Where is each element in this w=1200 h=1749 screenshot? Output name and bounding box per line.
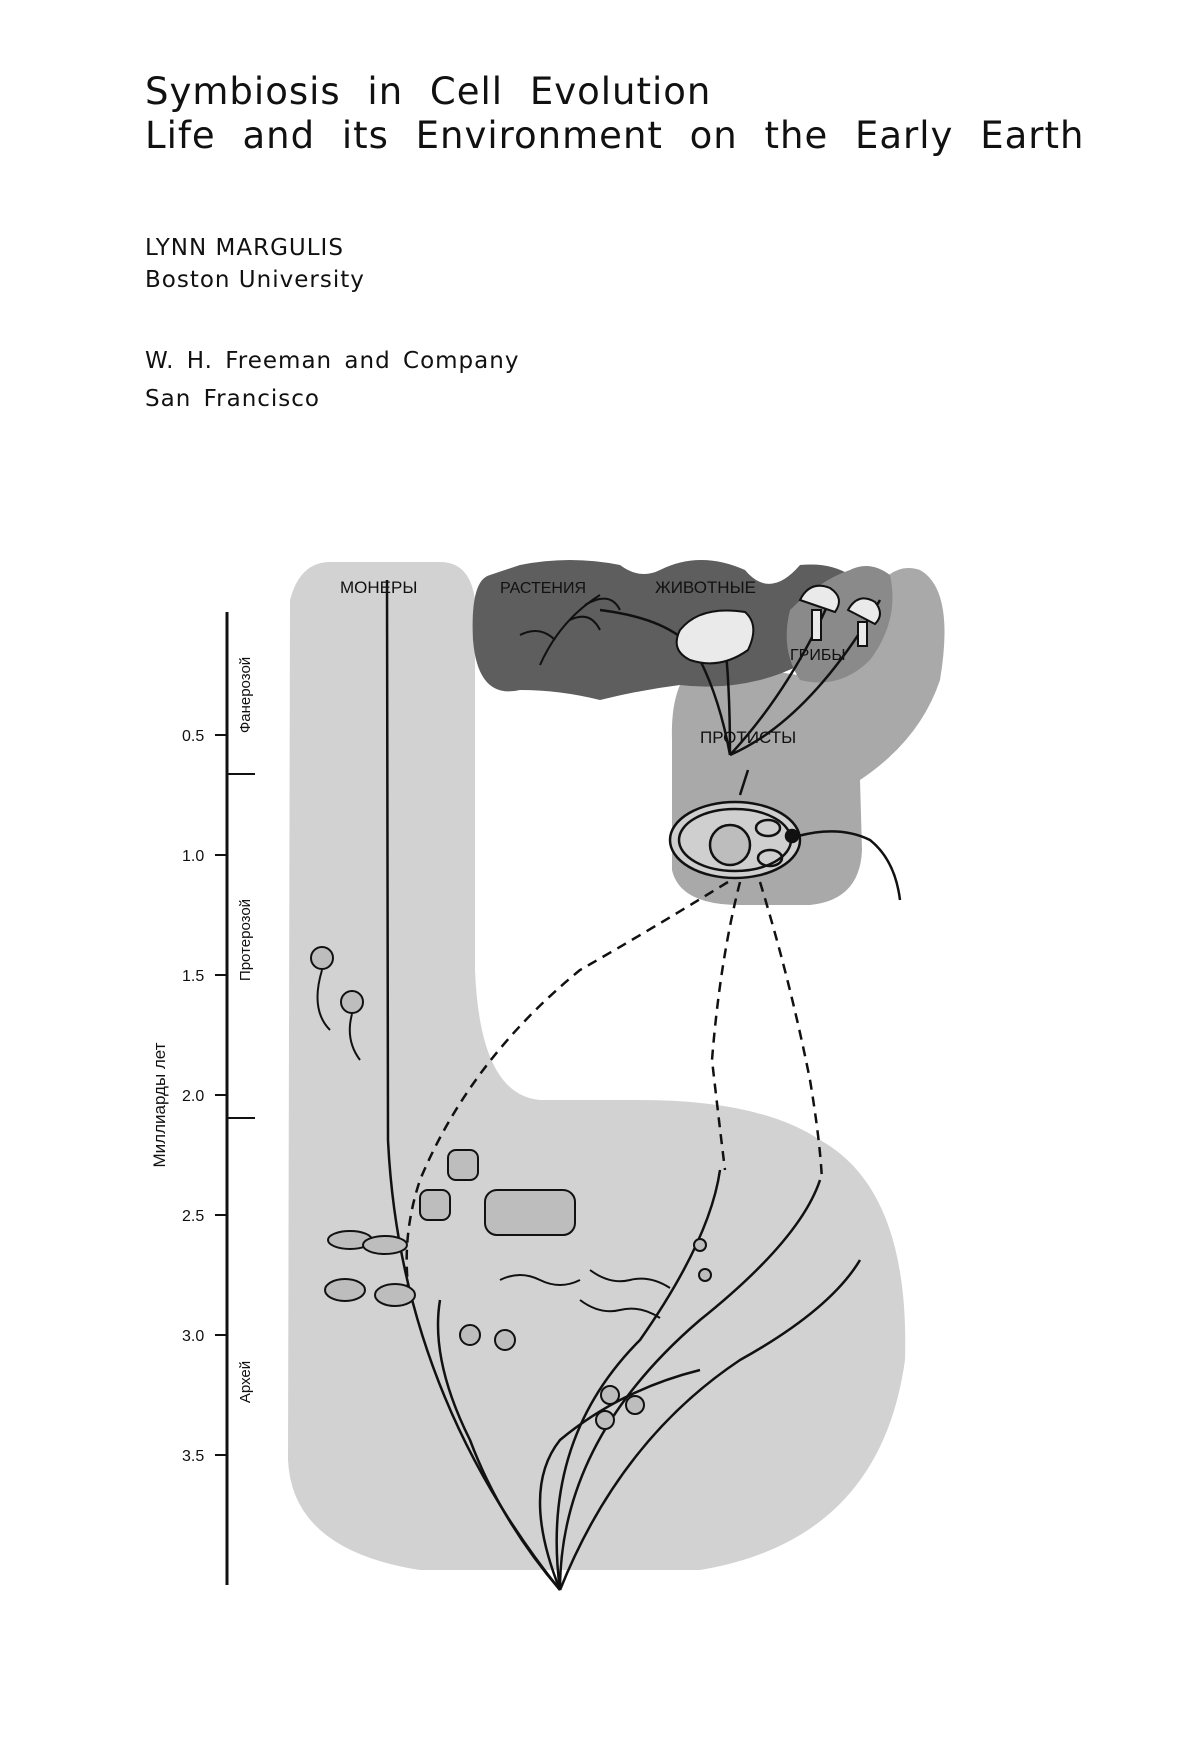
author-affiliation: Boston University	[145, 267, 365, 293]
tick-label: 2.0	[182, 1088, 205, 1105]
tick-label: 3.0	[182, 1328, 205, 1345]
author-block	[145, 232, 365, 296]
book-subtitle: Life and its Environment on the Early Earth	[145, 114, 1085, 157]
title-block	[145, 70, 1084, 158]
label-plants: РАСТЕНИЯ	[500, 580, 586, 597]
author-name: LYNN MARGULIS	[145, 235, 344, 261]
label-animals: ЖИВОТНЫЕ	[655, 578, 756, 597]
axis-ticks	[215, 735, 227, 1455]
label-monera: МОНЕРЫ	[340, 578, 418, 597]
label-protists: ПРОТИСТЫ	[700, 728, 797, 747]
axis-label: Миллиарды лет	[150, 1042, 169, 1168]
publisher-name: W. H. Freeman and Company	[145, 348, 520, 374]
eon-archean: Архей	[237, 1360, 254, 1404]
label-fungi: ГРИБЫ	[790, 647, 846, 664]
tick-label: 3.5	[182, 1448, 205, 1465]
book-title: Symbiosis in Cell Evolution	[145, 70, 712, 113]
eon-proterozoic: Протерозой	[237, 898, 254, 982]
eon-phanerozoic: Фанерозой	[237, 656, 254, 734]
tick-label: 1.0	[182, 848, 205, 865]
publisher-city: San Francisco	[145, 386, 321, 412]
phylogeny-figure	[0, 540, 1200, 1600]
tick-label: 1.5	[182, 968, 205, 985]
publisher-block	[145, 342, 519, 418]
tick-label: 2.5	[182, 1208, 205, 1225]
tick-label: 0.5	[182, 728, 205, 745]
